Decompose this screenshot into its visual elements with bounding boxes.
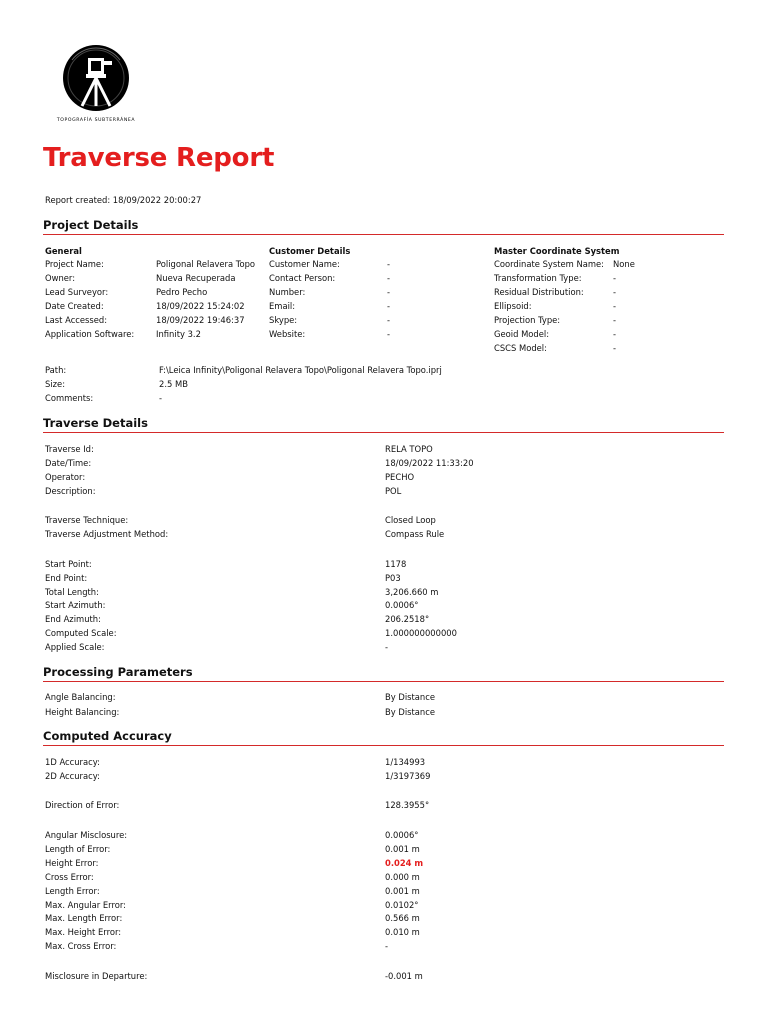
field-value: By Distance xyxy=(385,692,435,702)
field-label: Max. Length Error: xyxy=(45,913,123,923)
field-label: CSCS Model: xyxy=(494,343,547,353)
field-value: POL xyxy=(385,486,402,496)
field-value: - xyxy=(387,259,391,269)
section-title: Project Details xyxy=(43,218,139,232)
field-value: - xyxy=(613,329,617,339)
report-created: Report created: 18/09/2022 20:00:27 xyxy=(45,195,202,205)
field-label: Coordinate System Name: xyxy=(494,259,604,269)
field-label: Traverse Technique: xyxy=(45,515,129,525)
field-label: 1D Accuracy: xyxy=(45,757,100,767)
section-title: Computed Accuracy xyxy=(43,729,172,743)
field-value: - xyxy=(387,329,391,339)
field-value: 128.3955° xyxy=(385,800,430,810)
field-label: Length Error: xyxy=(45,886,100,896)
field-label: Applied Scale: xyxy=(45,642,105,652)
page-title: Traverse Report xyxy=(43,143,275,173)
field-value: 0.024 m xyxy=(385,858,424,868)
field-label: End Azimuth: xyxy=(45,614,101,624)
field-value: 1.000000000000 xyxy=(385,628,457,638)
field-label: Path: xyxy=(45,365,67,375)
field-label: Start Point: xyxy=(45,559,92,569)
field-label: Comments: xyxy=(45,393,94,403)
field-value: - xyxy=(613,273,617,283)
field-label: Height Error: xyxy=(45,858,99,868)
field-value: Pedro Pecho xyxy=(156,287,208,297)
field-value: - xyxy=(387,273,391,283)
field-value: 0.001 m xyxy=(385,844,420,854)
field-value: F:\Leica Infinity\Poligonal Relavera Topo\Poligonal Relavera Topo.iprj xyxy=(159,365,442,375)
field-label: Max. Cross Error: xyxy=(45,941,117,951)
field-value: - xyxy=(613,287,617,297)
field-value: - xyxy=(613,343,617,353)
field-value: 206.2518° xyxy=(385,614,430,624)
field-value: - xyxy=(159,393,163,403)
field-label: Misclosure in Departure: xyxy=(45,971,148,981)
field-label: Traverse Id: xyxy=(45,444,94,454)
field-label: Height Balancing: xyxy=(45,707,120,717)
field-label: Application Software: xyxy=(45,329,135,339)
logo-caption: TOPOGRAFÍA SUBTERRÁNEA xyxy=(56,118,136,123)
field-value: - xyxy=(613,301,617,311)
field-value: By Distance xyxy=(385,707,435,717)
field-label: Owner: xyxy=(45,273,76,283)
field-value: - xyxy=(385,642,389,652)
section-traverse-details xyxy=(43,416,724,433)
field-value: 18/09/2022 15:24:02 xyxy=(156,301,245,311)
field-label: Direction of Error: xyxy=(45,800,120,810)
field-value: - xyxy=(613,315,617,325)
field-value: RELA TOPO xyxy=(385,444,433,454)
field-value: 2.5 MB xyxy=(159,379,188,389)
field-label: Angle Balancing: xyxy=(45,692,116,702)
field-label: Cross Error: xyxy=(45,872,94,882)
field-value: Compass Rule xyxy=(385,529,445,539)
field-label: Computed Scale: xyxy=(45,628,117,638)
field-value: 1/3197369 xyxy=(385,771,431,781)
field-value: - xyxy=(387,301,391,311)
field-label: Angular Misclosure: xyxy=(45,830,128,840)
field-value: 0.0006° xyxy=(385,830,419,840)
section-title: Processing Parameters xyxy=(43,665,193,679)
field-label: Number: xyxy=(269,287,306,297)
company-logo xyxy=(48,44,144,124)
field-value: 0.0006° xyxy=(385,600,419,610)
field-label: Traverse Adjustment Method: xyxy=(45,529,169,539)
field-label: Ellipsoid: xyxy=(494,301,532,311)
field-value: 0.0102° xyxy=(385,900,419,910)
field-label: Lead Surveyor: xyxy=(45,287,109,297)
field-label: Skype: xyxy=(269,315,298,325)
field-label: Contact Person: xyxy=(269,273,336,283)
field-label: Operator: xyxy=(45,472,86,482)
field-value: None xyxy=(613,259,635,269)
section-title: Traverse Details xyxy=(43,416,148,430)
field-value: 3,206.660 m xyxy=(385,587,439,597)
field-value: 0.000 m xyxy=(385,872,420,882)
field-value: - xyxy=(387,315,391,325)
field-label: Max. Height Error: xyxy=(45,927,122,937)
field-label: Customer Name: xyxy=(269,259,340,269)
field-value: Infinity 3.2 xyxy=(156,329,201,339)
customer-details-header: Customer Details xyxy=(269,246,351,256)
field-value: 0.566 m xyxy=(385,913,420,923)
field-label: Email: xyxy=(269,301,296,311)
section-computed-accuracy xyxy=(43,729,724,746)
field-label: Geoid Model: xyxy=(494,329,550,339)
field-label: End Point: xyxy=(45,573,88,583)
field-label: Date/Time: xyxy=(45,458,92,468)
field-label: Length of Error: xyxy=(45,844,111,854)
field-label: Total Length: xyxy=(45,587,99,597)
field-value: 18/09/2022 19:46:37 xyxy=(156,315,245,325)
field-value: 0.001 m xyxy=(385,886,420,896)
field-label: Start Azimuth: xyxy=(45,600,106,610)
field-label: Max. Angular Error: xyxy=(45,900,126,910)
field-value: Nueva Recuperada xyxy=(156,273,236,283)
field-value: -0.001 m xyxy=(385,971,423,981)
field-label: Residual Distribution: xyxy=(494,287,584,297)
field-label: Project Name: xyxy=(45,259,104,269)
field-value: 18/09/2022 11:33:20 xyxy=(385,458,474,468)
coordinate-system-header: Master Coordinate System xyxy=(494,246,620,256)
field-label: 2D Accuracy: xyxy=(45,771,100,781)
field-value: 1/134993 xyxy=(385,757,426,767)
total-station-icon xyxy=(48,44,144,124)
field-value: - xyxy=(385,941,389,951)
section-project-details xyxy=(43,218,724,235)
field-label: Description: xyxy=(45,486,96,496)
section-processing-parameters xyxy=(43,665,724,682)
field-value: Poligonal Relavera Topo xyxy=(156,259,256,269)
field-label: Size: xyxy=(45,379,66,389)
field-value: Closed Loop xyxy=(385,515,436,525)
field-value: - xyxy=(387,287,391,297)
field-value: 0.010 m xyxy=(385,927,420,937)
field-label: Transformation Type: xyxy=(494,273,582,283)
field-value: PECHO xyxy=(385,472,415,482)
field-label: Website: xyxy=(269,329,306,339)
field-label: Projection Type: xyxy=(494,315,561,325)
general-header: General xyxy=(45,246,82,256)
field-label: Last Accessed: xyxy=(45,315,108,325)
field-value: 1178 xyxy=(385,559,407,569)
field-label: Date Created: xyxy=(45,301,104,311)
field-value: P03 xyxy=(385,573,401,583)
